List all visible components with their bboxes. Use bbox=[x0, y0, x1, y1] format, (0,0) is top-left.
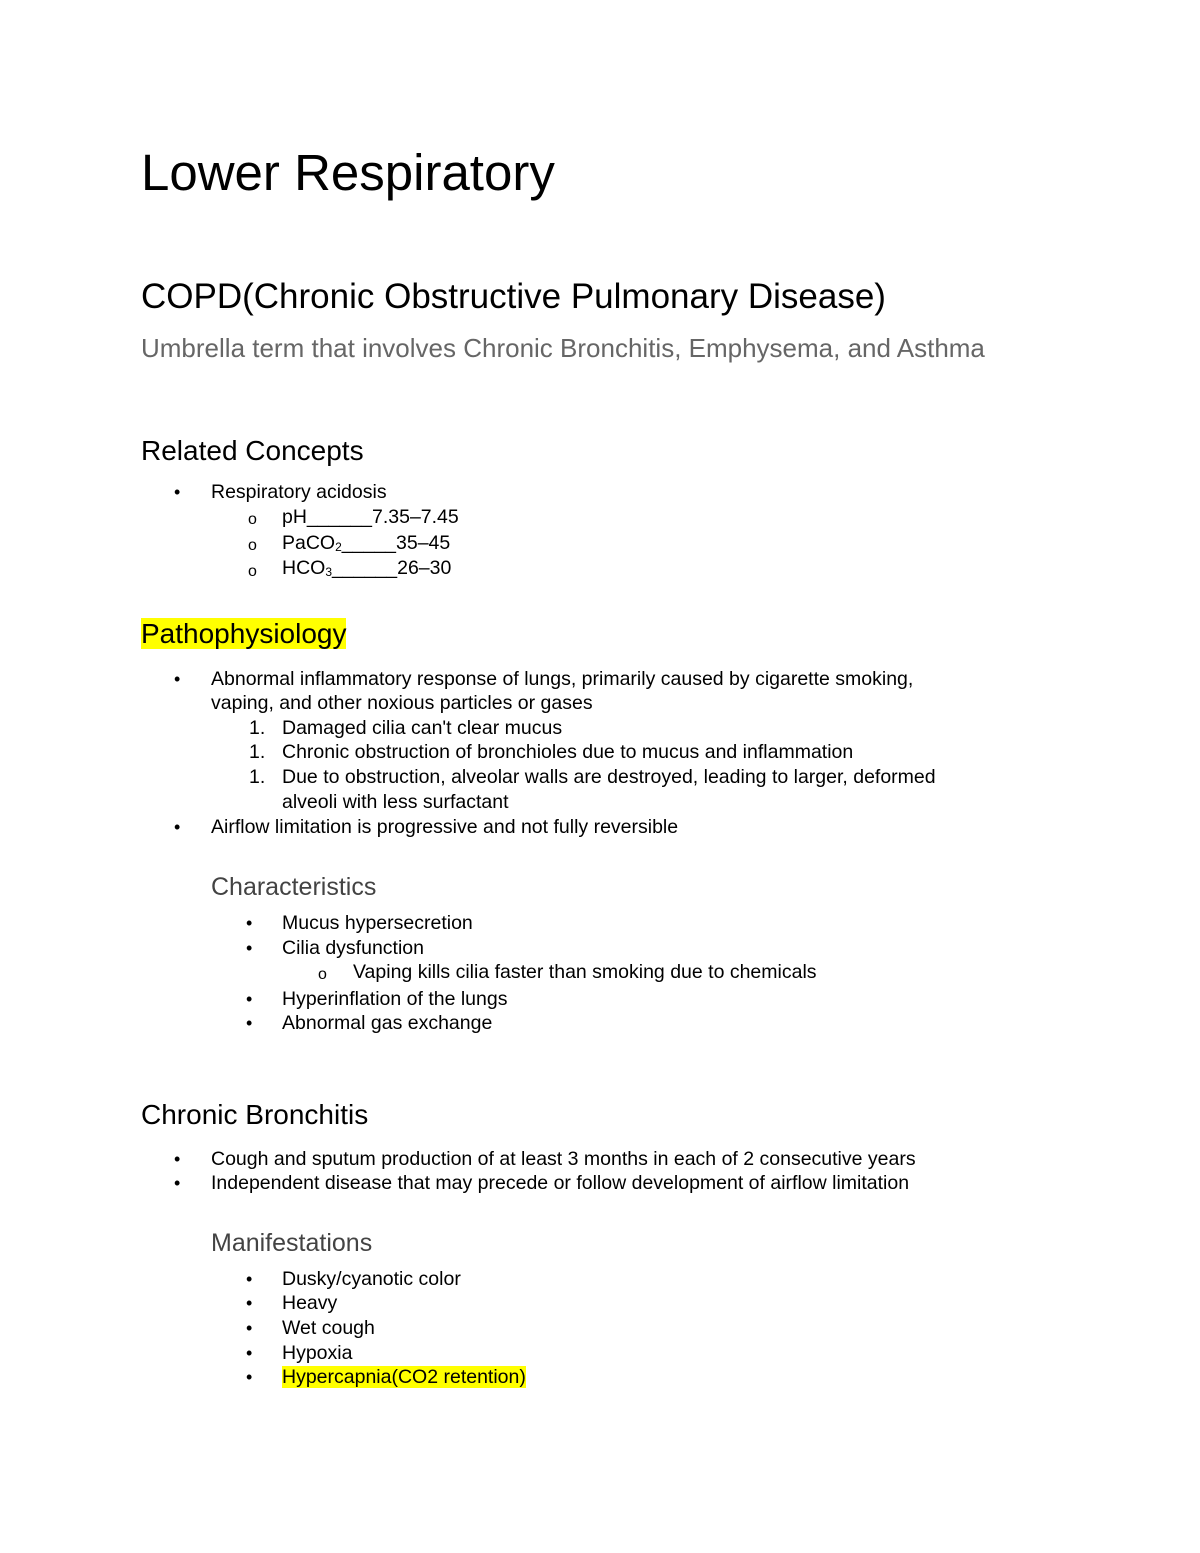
number-marker: 1. bbox=[249, 741, 266, 763]
bullet-marker: • bbox=[246, 1343, 253, 1363]
patho-step-3-line2: alveoli with less surfactant bbox=[282, 791, 509, 813]
bullet-marker: • bbox=[174, 482, 181, 502]
characteristic-item: Cilia dysfunction bbox=[282, 937, 424, 959]
bronchitis-item: Independent disease that may precede or follow development of airflow limitation bbox=[211, 1172, 910, 1194]
bronchitis-item: Cough and sputum production of at least 3 months in each of 2 consecutive years bbox=[211, 1148, 916, 1170]
bullet-marker: • bbox=[246, 1013, 253, 1033]
manifestation-item: Wet cough bbox=[282, 1317, 375, 1339]
characteristics-heading: Characteristics bbox=[211, 873, 377, 901]
patho-step-1: Damaged cilia can't clear mucus bbox=[282, 717, 563, 739]
bullet-marker: • bbox=[246, 1269, 253, 1289]
copd-heading: COPD(Chronic Obstructive Pulmonary Disease) bbox=[141, 277, 886, 316]
bullet-marker: • bbox=[246, 938, 253, 958]
related-paco2-value: PaCO$_2$_____35–45 bbox=[282, 532, 451, 554]
characteristic-sub-item: Vaping kills cilia faster than smoking due to chemicals bbox=[353, 961, 817, 983]
patho-item-line1: Abnormal inflammatory response of lungs, primarily caused by cigarette smoking, bbox=[211, 668, 914, 690]
number-marker: 1. bbox=[249, 717, 266, 739]
manifestations-heading: Manifestations bbox=[211, 1229, 373, 1257]
copd-subtitle: Umbrella term that involves Chronic Bronchitis, Emphysema, and Asthma bbox=[141, 333, 985, 363]
characteristic-item: Mucus hypersecretion bbox=[282, 912, 473, 934]
characteristic-item: Hyperinflation of the lungs bbox=[282, 988, 508, 1010]
patho-item-airflow: Airflow limitation is progressive and not fully reversible bbox=[211, 816, 679, 838]
related-ph-value: pH______7.35–7.45 bbox=[282, 506, 459, 528]
patho-step-2: Chronic obstruction of bronchioles due to mucus and inflammation bbox=[282, 741, 854, 763]
manifestation-item: Dusky/cyanotic color bbox=[282, 1268, 461, 1290]
pathophysiology-heading: Pathophysiology bbox=[141, 618, 347, 649]
manifestation-item: Heavy bbox=[282, 1292, 338, 1314]
circle-marker: o bbox=[248, 537, 257, 554]
related-concepts-heading: Related Concepts bbox=[141, 435, 364, 466]
number-marker: 1. bbox=[249, 766, 266, 788]
document-title: Lower Respiratory bbox=[141, 144, 555, 201]
chronic-bronchitis-heading: Chronic Bronchitis bbox=[141, 1099, 369, 1130]
circle-marker: o bbox=[248, 563, 257, 580]
circle-marker: o bbox=[318, 966, 327, 983]
patho-item-line2: vaping, and other noxious particles or gases bbox=[211, 692, 593, 714]
manifestation-item: Hypoxia bbox=[282, 1342, 353, 1364]
bullet-marker: • bbox=[246, 913, 253, 933]
related-hco3-value: $HCO_3\_\_\_\_\_\_26-30$ bbox=[282, 557, 452, 579]
bullet-marker: • bbox=[246, 1318, 253, 1338]
patho-step-3-line1: Due to obstruction, alveolar walls are destroyed, leading to larger, deformed bbox=[282, 766, 936, 788]
characteristic-item: Abnormal gas exchange bbox=[282, 1012, 493, 1034]
bullet-marker: • bbox=[174, 1173, 181, 1193]
bullet-marker: • bbox=[174, 669, 181, 689]
bullet-marker: • bbox=[246, 1367, 253, 1387]
bullet-marker: • bbox=[174, 1149, 181, 1169]
bullet-marker: • bbox=[246, 989, 253, 1009]
circle-marker: o bbox=[248, 511, 257, 528]
bullet-marker: • bbox=[246, 1293, 253, 1313]
bullet-marker: • bbox=[174, 817, 181, 837]
related-item-respiratory-acidosis: Respiratory acidosis bbox=[211, 481, 387, 503]
manifestation-item-highlighted: Hypercapnia(CO2 retention) bbox=[282, 1366, 526, 1388]
